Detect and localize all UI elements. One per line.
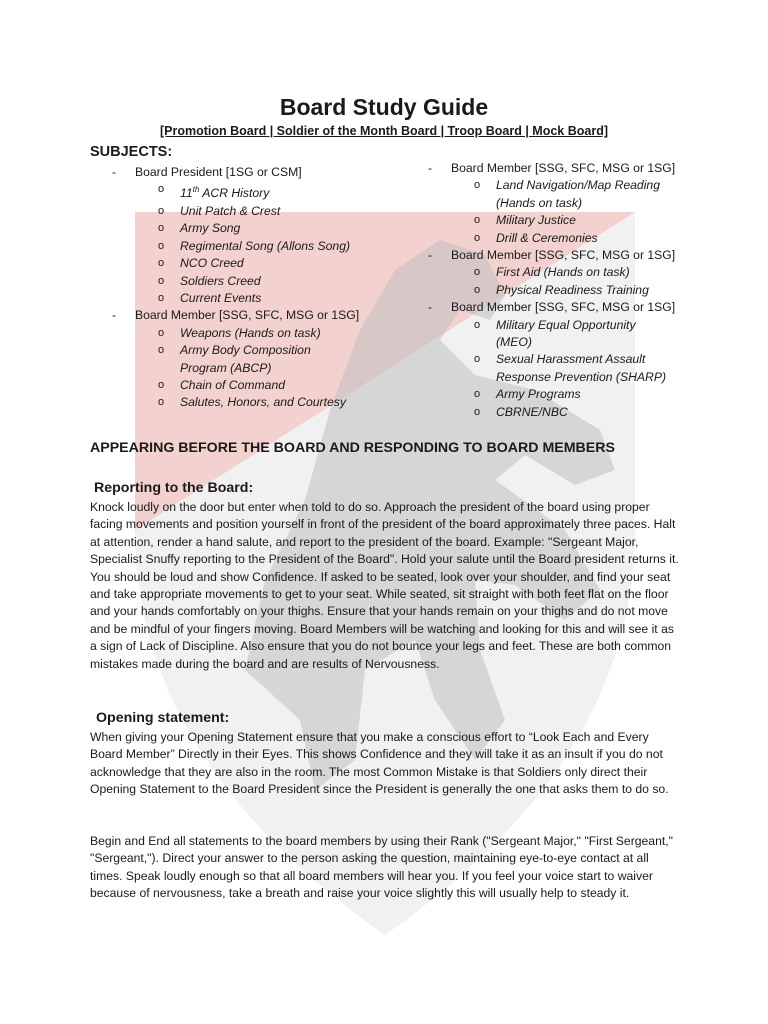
list-item: o Current Events — [158, 290, 262, 305]
list-item: o Military Equal Opportunity (MEO) — [474, 317, 636, 350]
document-title: Board Study Guide — [279, 94, 489, 120]
dash-marker: - — [112, 165, 117, 179]
reporting-heading: Reporting to the Board: — [94, 480, 254, 496]
list-item: o First Aid (Hands on task) — [474, 265, 630, 280]
subject-group — [112, 164, 412, 307]
list-item: o Army Song — [158, 221, 241, 236]
group-head: Board Member [SSG, SFC, MSG or 1SG] — [451, 300, 676, 315]
group-head: Board Member [SSG, SFC, MSG or 1SG] — [451, 248, 676, 263]
ranks-paragraph: Begin and End all statements to the board members by using their Rank ("Sergeant Major," "First Sergeant," "Sergeant,"). Direct your answer to the person asking the question, maintaining eye-to-eye contact at all times. Speak loudly enough so that all board members will hear you. If you feel your voice start to waiver because of nervousness, take a breath and raise your voice slightly this will usually help to steady it. — [90, 834, 673, 901]
list-item: o CBRNE/NBC — [474, 404, 568, 419]
subject-group: - Board Member [SSG, SFC, MSG or 1SG] o First Aid (Hands on task) o Physical Readiness Training — [428, 247, 728, 299]
list-item: o Soldiers Creed — [158, 273, 261, 288]
list-item: o Physical Readiness Training — [474, 282, 649, 297]
subjects-right-column — [428, 160, 728, 421]
list-item: o Land Navigation/Map Reading (Hands on task) — [474, 178, 660, 210]
subjects-heading: SUBJECTS: — [90, 144, 173, 160]
list-item: o 11th ACR History — [158, 183, 270, 201]
list-item: o Army Body Composition Program (ABCP) — [158, 343, 311, 375]
group-head: Board Member [SSG, SFC, MSG or 1SG] — [135, 308, 360, 323]
list-item: o Unit Patch & Crest — [158, 203, 281, 218]
opening-heading: Opening statement: — [96, 710, 230, 726]
list-item: o Regimental Song (Allons Song) — [158, 238, 351, 253]
group-head: Board Member [SSG, SFC, MSG or 1SG] — [451, 161, 676, 175]
list-item: o Army Programs — [474, 387, 581, 402]
list-item: o NCO Creed — [158, 256, 244, 271]
list-item: o Sexual Harassment Assault Response Prevention (SHARP) — [474, 352, 667, 384]
opening-paragraph: When giving your Opening Statement ensure that you make a conscious effort to “Look Each and Every Board Member” Directly in their Eyes. This shows Confidence and they will take it as an insult if you do not acknowledge that they are also in the room. The most Common Mistake is that Soldiers only direct their Opening Statement to the Board President since the President is generally the one that asks them to do so. — [90, 730, 669, 797]
subjects-left-column — [112, 164, 412, 412]
list-item: o Drill & Ceremonies — [474, 230, 598, 245]
board-types-subtitle: [Promotion Board | Soldier of the Month Board | Troop Board | Mock Board] — [160, 124, 608, 138]
list-item: o Salutes, Honors, and Courtesy — [158, 395, 346, 410]
reporting-paragraph: Knock loudly on the door but enter when told to do so. Approach the president of the board using proper facing movements and position yourself in front of the president of the board approximately three paces. Halt at attention, render a hand salute, and report to the president of the board. Example: "Sergeant Major, Specialist Snuffy reporting to the President of the Board". Hold your salute until the Board president returns it. You should be loud and show Confidence. If asked to be seated, look over your shoulder, and find your seat and take appropriate movements to get to your seat. While seated, sit straight with both feet flat on the floor and your hands comfortably on your thighs. Ensure that your hands remain on your thighs and do not move and be mindful of your fingers moving. Board Members will be watching and looking for this and will see it as a sign of Lack of Discipline. Also ensure that you do not bounce your legs and feet. These are both common mistakes made during the board and are results of Nervousness. — [90, 500, 679, 671]
subject-group: - Board Member [SSG, SFC, MSG or 1SG] o Military Equal Opportunity (MEO) o Sexual Harassment Assault Response Prevention (SHARP) o Army Programs o CBRNE/NBC — [428, 299, 728, 421]
list-item: o Military Justice — [474, 213, 576, 228]
group-head: Board President [1SG or CSM] — [135, 165, 302, 179]
subject-group: - Board Member [SSG, SFC, MSG or 1SG] o Land Navigation/Map Reading (Hands on task) o Military Justice o Drill & Ceremonies — [428, 160, 728, 247]
subject-group: - Board Member [SSG, SFC, MSG or 1SG] o Weapons (Hands on task) o Army Body Composition Program (ABCP) o Chain of Command o Salutes, Honors, and Courtesy — [112, 307, 412, 411]
list-item: o Chain of Command — [158, 377, 285, 392]
section-heading: APPEARING BEFORE THE BOARD AND RESPONDING TO BOARD MEMBERS — [90, 440, 615, 456]
list-item: o Weapons (Hands on task) — [158, 325, 321, 340]
